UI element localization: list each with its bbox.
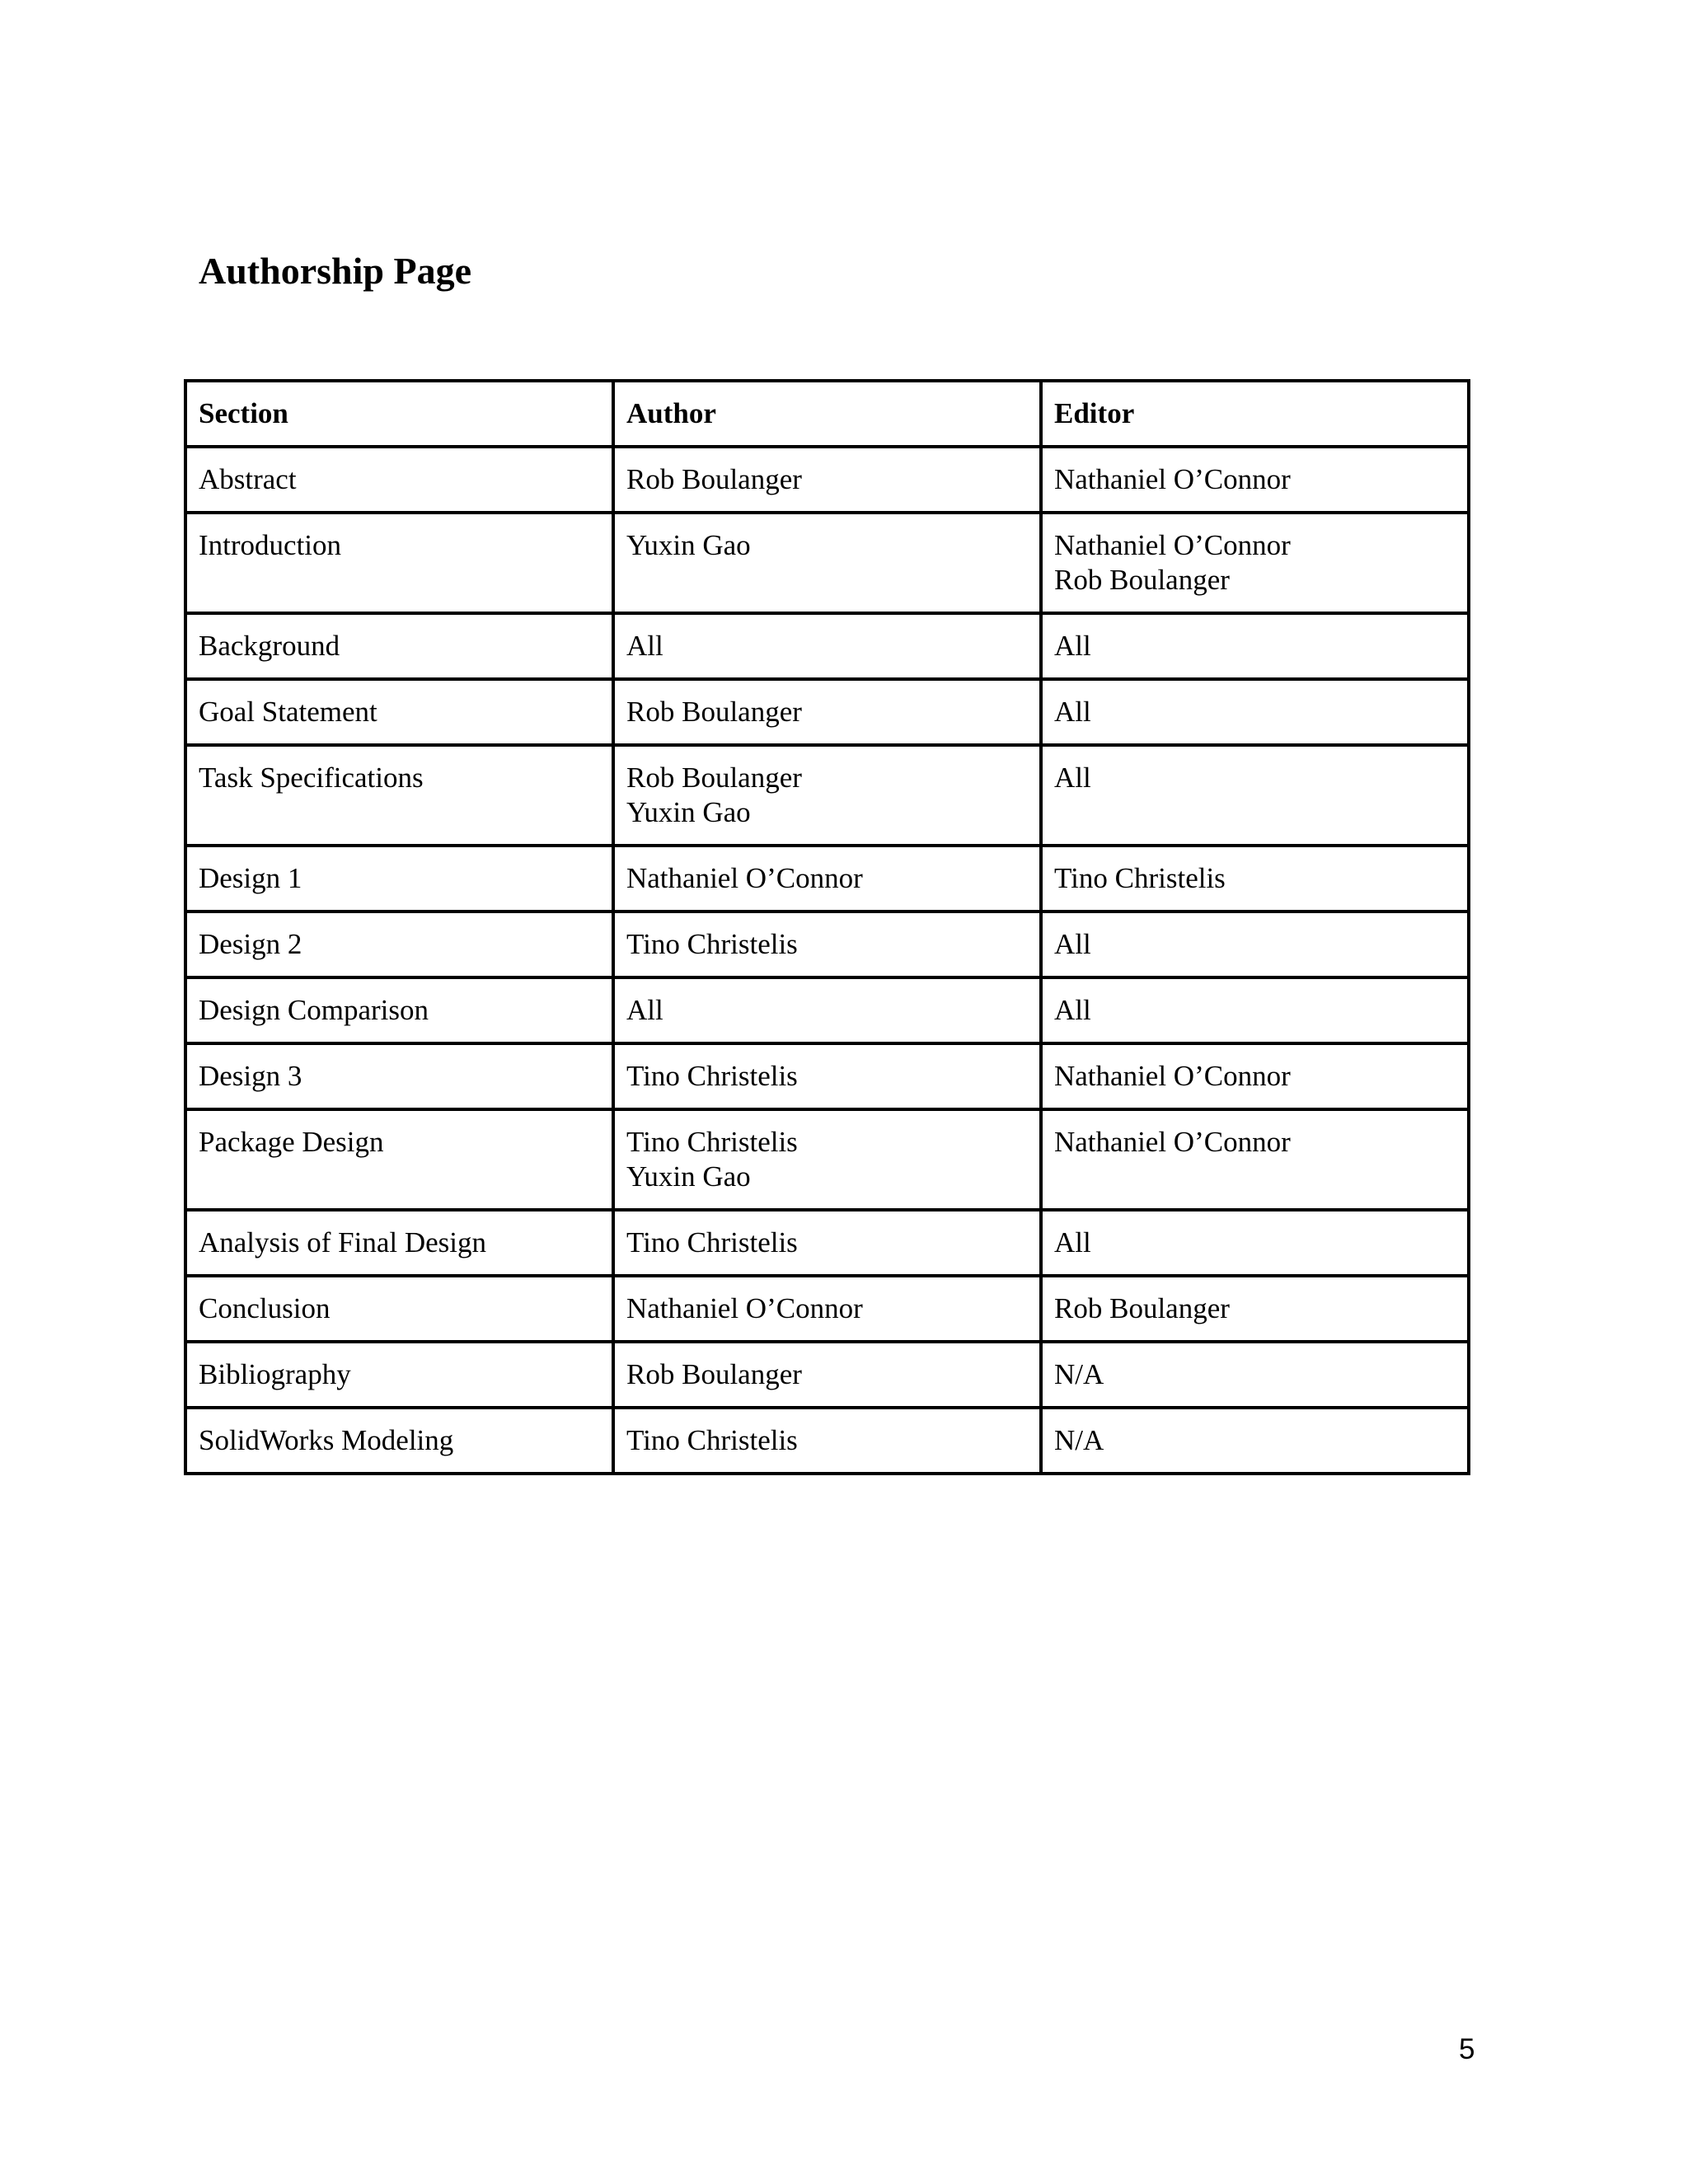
author-name: Yuxin Gao <box>626 1160 751 1193</box>
header-section: Section <box>185 381 613 447</box>
table-row <box>185 513 1469 613</box>
author-cell <box>613 1408 1041 1474</box>
editor-name: Rob Boulanger <box>1054 1292 1230 1324</box>
author-name: Rob Boulanger <box>626 463 802 495</box>
editor-name: Rob Boulanger <box>1054 564 1230 596</box>
section-cell: Task Specifications <box>185 745 613 846</box>
editor-cell <box>1041 1276 1469 1342</box>
editor-name: All <box>1054 762 1091 794</box>
author-cell <box>613 1276 1041 1342</box>
editor-cell <box>1041 613 1469 679</box>
author-name: Nathaniel O’Connor <box>626 862 863 894</box>
author-cell <box>613 513 1041 613</box>
editor-name: All <box>1054 928 1091 960</box>
editor-name: All <box>1054 696 1091 728</box>
table-row <box>185 977 1469 1043</box>
author-cell <box>613 977 1041 1043</box>
author-cell <box>613 745 1041 846</box>
author-name: Tino Christelis <box>626 1126 798 1158</box>
author-cell <box>613 1109 1041 1210</box>
table-row <box>185 912 1469 977</box>
editor-cell <box>1041 1043 1469 1109</box>
author-cell <box>613 912 1041 977</box>
editor-name: N/A <box>1054 1424 1104 1456</box>
editor-name: Tino Christelis <box>1054 862 1226 894</box>
section-cell: Conclusion <box>185 1276 613 1342</box>
editor-cell <box>1041 1342 1469 1408</box>
editor-cell <box>1041 912 1469 977</box>
section-cell: Bibliography <box>185 1342 613 1408</box>
author-cell <box>613 846 1041 912</box>
section-cell: Analysis of Final Design <box>185 1210 613 1276</box>
author-name: Rob Boulanger <box>626 696 802 728</box>
editor-cell <box>1041 679 1469 745</box>
table-row <box>185 447 1469 513</box>
header-editor: Editor <box>1041 381 1469 447</box>
section-cell: SolidWorks Modeling <box>185 1408 613 1474</box>
editor-cell <box>1041 447 1469 513</box>
table-row <box>185 745 1469 846</box>
author-name: Tino Christelis <box>626 1424 798 1456</box>
section-cell: Background <box>185 613 613 679</box>
section-cell: Introduction <box>185 513 613 613</box>
table-row <box>185 1043 1469 1109</box>
table-row <box>185 1276 1469 1342</box>
author-cell <box>613 613 1041 679</box>
section-cell: Design 3 <box>185 1043 613 1109</box>
page-title: Authorship Page <box>199 250 471 292</box>
table-row <box>185 1109 1469 1210</box>
editor-cell <box>1041 977 1469 1043</box>
editor-name: All <box>1054 994 1091 1026</box>
editor-cell <box>1041 1109 1469 1210</box>
editor-cell <box>1041 846 1469 912</box>
editor-name: Nathaniel O’Connor <box>1054 1060 1291 1092</box>
section-cell: Abstract <box>185 447 613 513</box>
author-name: Nathaniel O’Connor <box>626 1292 863 1324</box>
table-row <box>185 1408 1469 1474</box>
author-name: Yuxin Gao <box>626 796 751 828</box>
table-row <box>185 1210 1469 1276</box>
author-name: Rob Boulanger <box>626 762 802 794</box>
section-cell: Design Comparison <box>185 977 613 1043</box>
author-cell <box>613 447 1041 513</box>
table-row <box>185 613 1469 679</box>
table-row <box>185 846 1469 912</box>
author-name: Yuxin Gao <box>626 529 751 561</box>
editor-cell <box>1041 1408 1469 1474</box>
editor-cell <box>1041 1210 1469 1276</box>
author-name: Tino Christelis <box>626 928 798 960</box>
editor-cell <box>1041 513 1469 613</box>
table-header <box>185 381 1469 447</box>
author-cell <box>613 1342 1041 1408</box>
section-cell: Package Design <box>185 1109 613 1210</box>
author-cell <box>613 679 1041 745</box>
author-cell <box>613 1210 1041 1276</box>
author-name: All <box>626 994 663 1026</box>
page-number: 5 <box>1459 2033 1475 2065</box>
table-body <box>185 447 1469 1474</box>
editor-name: Nathaniel O’Connor <box>1054 529 1291 561</box>
author-cell <box>613 1043 1041 1109</box>
section-cell: Design 1 <box>185 846 613 912</box>
header-row <box>185 381 1469 447</box>
header-author: Author <box>613 381 1041 447</box>
editor-name: Nathaniel O’Connor <box>1054 1126 1291 1158</box>
section-cell: Design 2 <box>185 912 613 977</box>
authorship-table <box>184 379 1470 1475</box>
author-name: Rob Boulanger <box>626 1358 802 1390</box>
author-name: Tino Christelis <box>626 1060 798 1092</box>
editor-name: All <box>1054 1226 1091 1258</box>
editor-cell <box>1041 745 1469 846</box>
author-name: Tino Christelis <box>626 1226 798 1258</box>
table-row <box>185 1342 1469 1408</box>
editor-name: N/A <box>1054 1358 1104 1390</box>
editor-name: Nathaniel O’Connor <box>1054 463 1291 495</box>
section-cell: Goal Statement <box>185 679 613 745</box>
editor-name: All <box>1054 630 1091 662</box>
table-row <box>185 679 1469 745</box>
author-name: All <box>626 630 663 662</box>
